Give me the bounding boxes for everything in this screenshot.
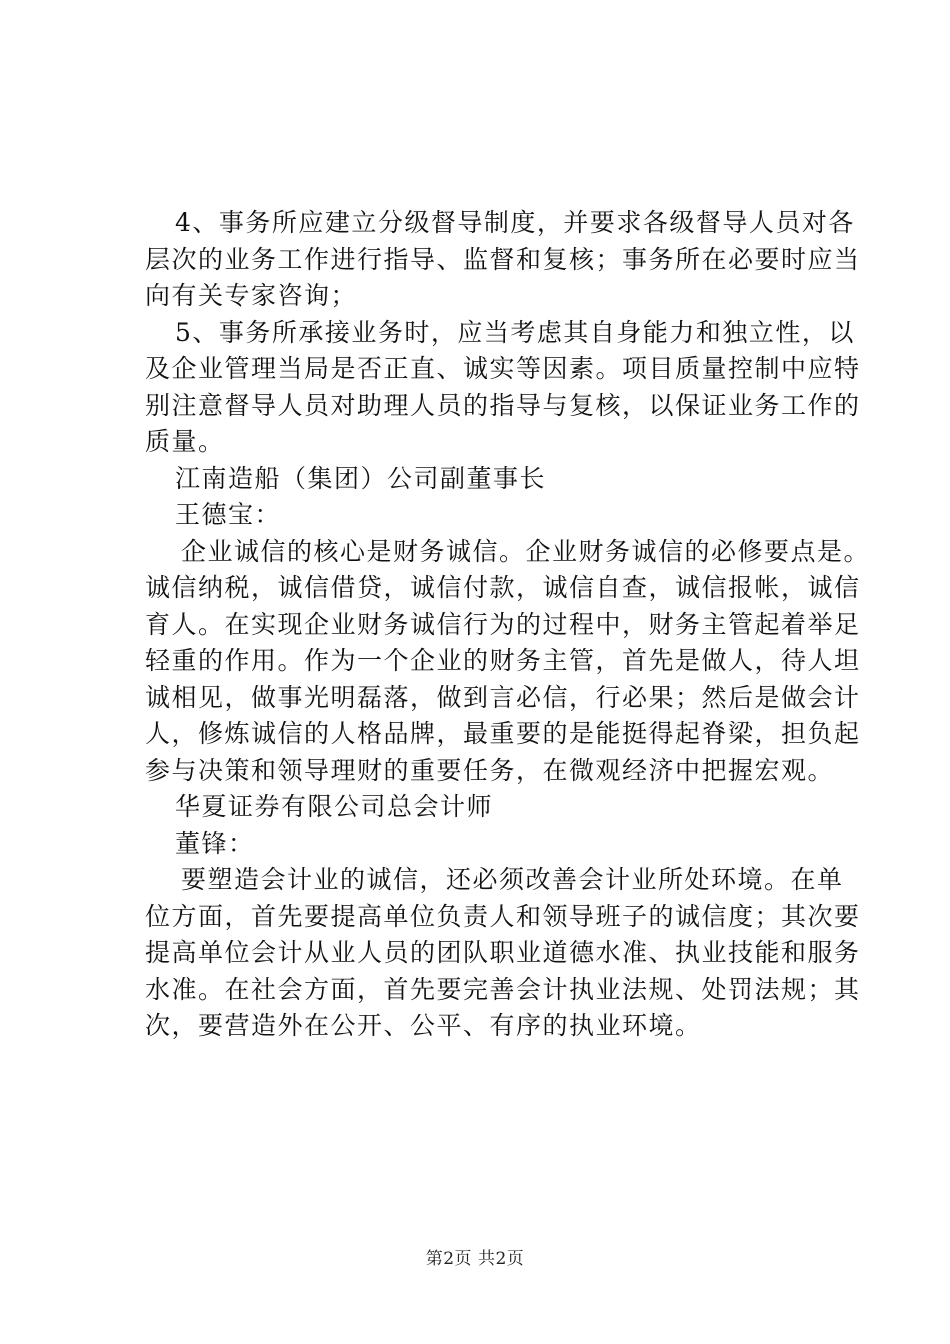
document-body (145, 205, 871, 1045)
paragraph-line: 要塑造会计业的诚信，还必须改善会计业所处环境。在单 (181, 865, 844, 894)
paragraph-line: 4、事务所应建立分级督导制度，并要求各级督导人员对各 (175, 208, 855, 237)
paragraph-line: 企业诚信的核心是财务诚信。企业财务诚信的必修要点是。 (181, 536, 871, 566)
page-footer: 第2页 共2页 (425, 1249, 525, 1269)
paragraph-line: 向有关专家咨询； (145, 281, 358, 310)
paragraph-line: 参与决策和领导理财的重要任务，在微观经济中把握宏观。 (145, 755, 835, 785)
paragraph-line: 位方面，首先要提高单位负责人和领导班子的诚信度；其次要 (145, 901, 861, 931)
paragraph-line: 育人。在实现企业财务诚信行为的过程中，财务主管起着举足 (145, 609, 861, 639)
paragraph-line: 层次的业务工作进行指导、监督和复核；事务所在必要时应当 (145, 244, 861, 274)
paragraph-line: 水准。在社会方面，首先要完善会计执业法规、处罚法规；其 (145, 974, 861, 1004)
paragraph-line: 诚信纳税，诚信借贷，诚信付款，诚信自查，诚信报帐，诚信 (145, 573, 861, 602)
speaker-name: 董锋： (175, 828, 255, 858)
speaker-name: 王德宝： (175, 500, 282, 529)
paragraph-line: 轻重的作用。作为一个企业的财务主管，首先是做人，待人坦 (145, 646, 861, 675)
speaker-title: 华夏证券有限公司总会计师 (175, 792, 494, 821)
paragraph-line: 5、事务所承接业务时，应当考虑其自身能力和独立性，以 (175, 317, 855, 347)
paragraph-line: 别注意督导人员对助理人员的指导与复核，以保证业务工作的 (145, 390, 861, 420)
paragraph-line: 提高单位会计从业人员的团队职业道德水准、执业技能和服务 (145, 938, 861, 967)
paragraph-line: 质量。 (145, 427, 225, 456)
paragraph-line: 次，要营造外在公开、公平、有序的执业环境。 (145, 1011, 702, 1040)
paragraph-line: 人，修炼诚信的人格品牌，最重要的是能挺得起脊梁，担负起 (145, 719, 861, 748)
paragraph-line: 诚相见，做事光明磊落，做到言必信，行必果；然后是做会计 (145, 682, 861, 712)
speaker-title: 江南造船（集团）公司副董事长 (175, 463, 547, 493)
paragraph-line: 及企业管理当局是否正直、诚实等因素。项目质量控制中应特 (145, 354, 861, 383)
